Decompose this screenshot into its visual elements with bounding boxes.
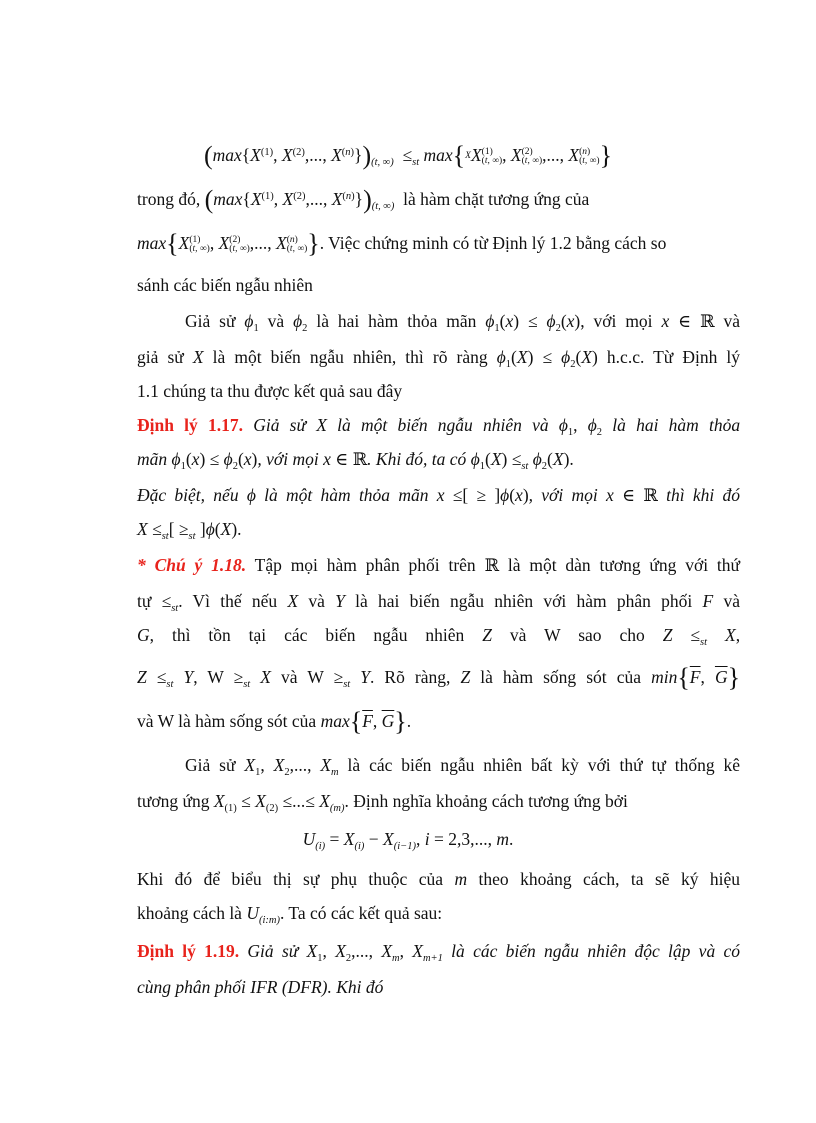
text-span: và <box>281 667 298 687</box>
text-span: mãn <box>137 449 168 469</box>
text-span: là hai hàm thỏa mãn <box>316 311 477 331</box>
text-span: . Vì thế nếu <box>178 591 278 611</box>
text-span: Giả sử <box>185 755 236 775</box>
text-line: $Z \le_{st}$ Y, $W \ge_{st}$ X và $W \ge_{st}$ Y. Rõ ràng, Z là hàm sống sót của $\min\{\overline{F}$, $\overline{G}$} <box>137 663 741 692</box>
text-span: là một hàm thỏa mãn <box>264 485 429 505</box>
text-span: Giả sử <box>253 415 307 435</box>
text-span: và <box>723 311 741 331</box>
text-span: trong đó, <box>137 189 201 209</box>
theorem-1-17: Định lý 1.17. Giả sử X là một biến ngẫu nhiên và $\phi_1$, $\phi_2$ là hai hàm thỏa <box>137 415 741 438</box>
text-span: thì khi đó <box>666 485 741 505</box>
text-span: là một biến ngẫu nhiên, thì rõ ràng <box>212 347 488 367</box>
text-span: Khi đó để biểu thị sự phụ thuộc của <box>137 869 444 889</box>
text-line: Khi đó để biểu thị sự phụ thuộc của m theo khoảng cách, ta sẽ ký hiệu <box>137 869 741 889</box>
text-line: và W là hàm sống sót của $\max\{\overline{F}$, $\overline{G}$}. <box>137 707 412 736</box>
text-line: trong đó, ($\max\{X^{(1)}$, $X^{(2)}$,..., $X^{(n)}\})_{(t, \infty)}$ là hàm chặt tương ứng của <box>137 185 590 214</box>
formula-spacing-definition: $U_{(i)} = X_{(i)} - X_{(i-1)}$, i = 2,3,..., m. <box>302 829 514 852</box>
theorem-label: Định lý 1.19. <box>137 941 240 961</box>
text-line <box>137 378 740 404</box>
text-line: giả sử X là một biến ngẫu nhiên, thì rõ ràng $\phi_1(X) \le \phi_2(X)$ h.c.c. Từ Định lý <box>137 347 741 370</box>
text-span: tự <box>137 591 152 611</box>
text-line: Giả sử $\phi_1$ và $\phi_2$ là hai hàm thỏa mãn $\phi_1(x) \le \phi_2(x)$, với mọi x ∈ ℝ và <box>185 311 741 334</box>
note-1-18: * Chú ý 1.18. Tập mọi hàm phân phối trên ℝ là một dàn tương ứng với thứ <box>137 555 741 575</box>
text-span: là một biến ngẫu nhiên và <box>337 415 549 435</box>
text-span: là hai biến ngẫu nhiên với hàm phân phối <box>355 591 693 611</box>
text-span: Giả sử <box>185 311 236 331</box>
theorem-1-19: Định lý 1.19. Giả sử $X_1$, $X_2$,..., $X_m$, $X_{m+1}$ là các biến ngẫu nhiên độc lập và có <box>137 941 740 964</box>
text-span: , với mọi <box>580 311 653 331</box>
formula-max-comparison: ($\max\{X^{(1)}$, $X^{(2)}$,..., $X^{(n)}\})_{(t, \infty)} \le_{st}$ max{ X X (1) (t, ∞) , X (2) (t, ∞) ,..., X (n) (t, ∞) } <box>203 141 613 170</box>
text-span: là hai hàm thỏa <box>612 415 741 435</box>
text-span: , với mọi <box>257 449 319 469</box>
text-span: và W là hàm sống sót của <box>137 711 317 731</box>
text-span: . Khi đó, ta có <box>367 449 467 469</box>
text-line: Đặc biệt, nếu ϕ là một hàm thỏa mãn x ≤[ ≥ ]ϕ(x), với mọi x ∈ ℝ thì khi đó <box>137 485 741 505</box>
text-span: theo khoảng cách, ta sẽ ký hiệu <box>478 869 741 889</box>
note-label: * Chú ý 1.18. <box>137 555 247 575</box>
text-span: . Định nghĩa khoảng cách tương ứng bởi <box>344 791 628 811</box>
text-span: và <box>267 311 285 331</box>
text-span: cùng phân phối IFR (DFR). Khi đó <box>137 977 384 997</box>
text-span: Tập mọi hàm phân phối trên <box>254 555 476 575</box>
text-line: Giả sử $X_1$, $X_2$,..., $X_m$ là các biến ngẫu nhiên bất kỳ với thứ tự thống kê <box>185 755 741 778</box>
text-span: khoảng cách là <box>137 903 242 923</box>
text-span: Đặc biệt, nếu <box>137 485 239 505</box>
text-span: là các biến ngẫu nhiên bất kỳ với thứ tự thống kê <box>347 755 741 775</box>
text-span: và W sao cho <box>509 625 645 645</box>
text-line <box>137 272 740 298</box>
text-span: là hàm chặt tương ứng của <box>403 189 590 209</box>
text-span: , với mọi <box>528 485 598 505</box>
text-span: và <box>308 591 325 611</box>
text-span: h.c.c. Từ Định lý <box>606 347 741 367</box>
text-line <box>137 974 740 1000</box>
text-span: . Ta có các kết quả sau: <box>279 903 443 923</box>
text-line: mãn $\phi_1(x) \le \phi_2(x)$, với mọi x ∈ ℝ. Khi đó, ta có $\phi_1(X) \le_{st}$ $\phi_2(X)$. <box>137 449 574 472</box>
text-span: là các biến ngẫu nhiên độc lập và có <box>451 941 740 961</box>
text-span: . Việc chứng minh có từ Định lý 1.2 bằng cách so <box>319 233 667 253</box>
text-span: giả sử <box>137 347 184 367</box>
text-span: tương ứng <box>137 791 210 811</box>
text-span: là một dàn tương ứng với thứ <box>507 555 741 575</box>
text-line: tự $\le_{st}$. Vì thế nếu X và Y là hai biến ngẫu nhiên với hàm phân phối F và <box>137 591 741 614</box>
text-line: G, thì tồn tại các biến ngẫu nhiên Z và W sao cho $Z \le_{st}$ X, <box>137 625 741 648</box>
text-span: , thì tồn tại các biến ngẫu nhiên <box>149 625 465 645</box>
text-span: . Rõ ràng, <box>370 667 451 687</box>
text-span: sánh các biến ngẫu nhiên <box>137 275 313 295</box>
text-span: 1.1 chúng ta thu được kết quả sau đây <box>137 381 403 401</box>
text-line: $X \le_{st}[ \ge_{st}$ ]ϕ(X). <box>137 519 242 542</box>
text-span: và <box>723 591 741 611</box>
theorem-label: Định lý 1.17. <box>137 415 243 435</box>
text-line: khoảng cách là $U_{(i:m)}$. Ta có các kết quả sau: <box>137 903 443 926</box>
text-span: Giả sử <box>247 941 299 961</box>
text-line: max{X (1) (t, ∞) , X (2) (t, ∞) ,..., X (n) (t, ∞) }. Việc chứng minh có từ Định lý 1.2 bằng cách so <box>137 229 667 258</box>
text-span: là hàm sống sót của <box>480 667 641 687</box>
text-line: tương ứng $X_{(1)} \le X_{(2)}$ ≤...≤ $X_{(m)}$. Định nghĩa khoảng cách tương ứng bởi <box>137 791 628 814</box>
